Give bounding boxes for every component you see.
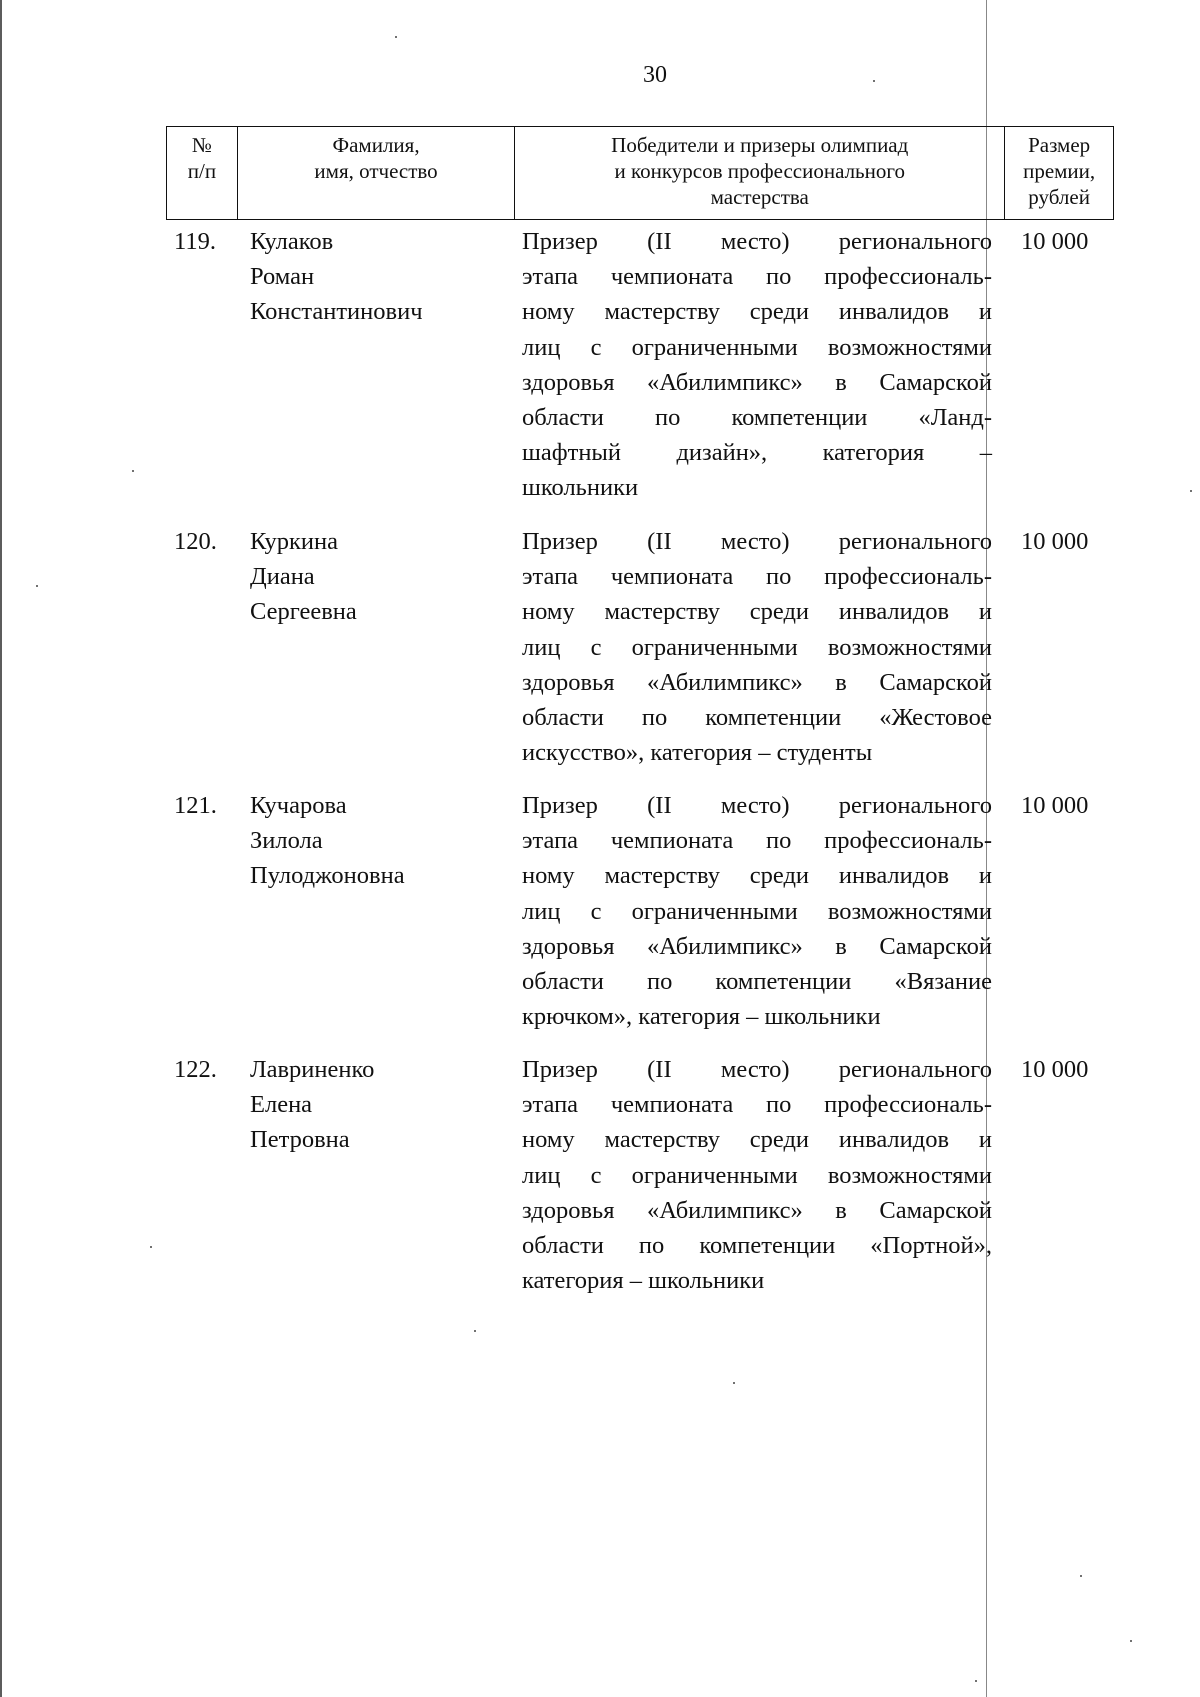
scan-speck (474, 1330, 476, 1332)
row-number: 120. (174, 528, 217, 555)
description-line: лиц с ограниченными возможностями (522, 897, 992, 925)
person-name-part: Пулоджоновна (250, 862, 405, 890)
description-line: Призер (II место) регионального (522, 228, 992, 255)
achievement-description (522, 524, 992, 770)
description-line: искусство», категория – студенты (522, 739, 873, 767)
achievement-description (522, 224, 992, 506)
person-name-part: Елена (250, 1091, 313, 1119)
person-name-part: Роман (250, 263, 315, 291)
description-line: здоровья «Абилимпикс» в Самарской (522, 1196, 992, 1224)
person-name (250, 224, 520, 330)
award-amount: 10 000 (1021, 528, 1089, 555)
scan-speck (1130, 1640, 1132, 1642)
scan-speck (1190, 490, 1192, 492)
description-line: крючком», категория – школьники (522, 1003, 881, 1031)
description-line: категория – школьники (522, 1267, 765, 1295)
scan-speck (150, 1246, 152, 1248)
scan-speck (975, 1680, 977, 1682)
description-line: лиц с ограниченными возможностями (522, 633, 992, 661)
description-line: лиц с ограниченными возможностями (522, 333, 992, 361)
scan-left-edge (0, 0, 2, 1697)
person-name-part: Кулаков (250, 228, 334, 255)
description-line: здоровья «Абилимпикс» в Самарской (522, 932, 992, 960)
header-description: Победители и призеры олимпиад и конкурсов профессионального мастерства (515, 127, 1005, 219)
person-name-part: Зилола (250, 827, 323, 855)
scan-speck (873, 80, 875, 82)
person-name-part: Кучарова (250, 792, 347, 819)
row-number: 122. (174, 1056, 217, 1083)
description-line: Призер (II место) регионального (522, 528, 992, 555)
description-line: этапа чемпионата по профессиональ- (522, 563, 992, 591)
award-amount: 10 000 (1021, 228, 1089, 255)
description-line: Призер (II место) регионального (522, 1056, 992, 1083)
description-line: области по компетенции «Вязание (522, 968, 992, 996)
description-line: лиц с ограниченными возможностями (522, 1161, 992, 1189)
person-name (250, 1052, 520, 1158)
description-line: ному мастерству среди инвалидов и (522, 862, 992, 890)
scan-speck (395, 36, 397, 38)
scan-speck (132, 470, 134, 472)
scan-speck (1080, 1575, 1082, 1577)
achievement-description (522, 788, 992, 1034)
description-line: этапа чемпионата по профессиональ- (522, 827, 992, 855)
scan-speck (733, 1382, 735, 1384)
header-num: № п/п (167, 127, 238, 219)
description-line: Призер (II место) регионального (522, 792, 992, 819)
person-name-part: Куркина (250, 528, 338, 555)
description-line: области по компетенции «Портной», (522, 1232, 992, 1260)
person-name-part: Сергеевна (250, 598, 357, 626)
row-number: 119. (174, 228, 216, 255)
description-line: школьники (522, 474, 639, 502)
description-line: области по компетенции «Жестовое (522, 704, 992, 732)
description-line: здоровья «Абилимпикс» в Самарской (522, 668, 992, 696)
page-number: 30 (643, 62, 667, 88)
description-line: области по компетенции «Ланд- (522, 404, 992, 432)
person-name-part: Петровна (250, 1126, 350, 1154)
award-amount: 10 000 (1021, 1056, 1089, 1083)
description-line: здоровья «Абилимпикс» в Самарской (522, 368, 992, 396)
description-line: ному мастерству среди инвалидов и (522, 598, 992, 626)
person-name-part: Константинович (250, 298, 423, 326)
person-name (250, 788, 520, 894)
description-line: этапа чемпионата по профессиональ- (522, 1091, 992, 1119)
description-line: этапа чемпионата по профессиональ- (522, 263, 992, 291)
header-name: Фамилия, имя, отчество (238, 127, 515, 219)
scan-speck (36, 585, 38, 587)
person-name-part: Лавриненко (250, 1056, 375, 1083)
table-header (166, 126, 1114, 220)
person-name-part: Диана (250, 563, 315, 591)
header-amount: Размер премии, рублей (1023, 133, 1096, 209)
row-number: 121. (174, 792, 217, 819)
description-line: ному мастерству среди инвалидов и (522, 1126, 992, 1154)
award-amount: 10 000 (1021, 792, 1089, 819)
description-line: ному мастерству среди инвалидов и (522, 298, 992, 326)
person-name (250, 524, 520, 630)
achievement-description (522, 1052, 992, 1298)
description-line: шафтный дизайн», категория – (522, 439, 992, 467)
